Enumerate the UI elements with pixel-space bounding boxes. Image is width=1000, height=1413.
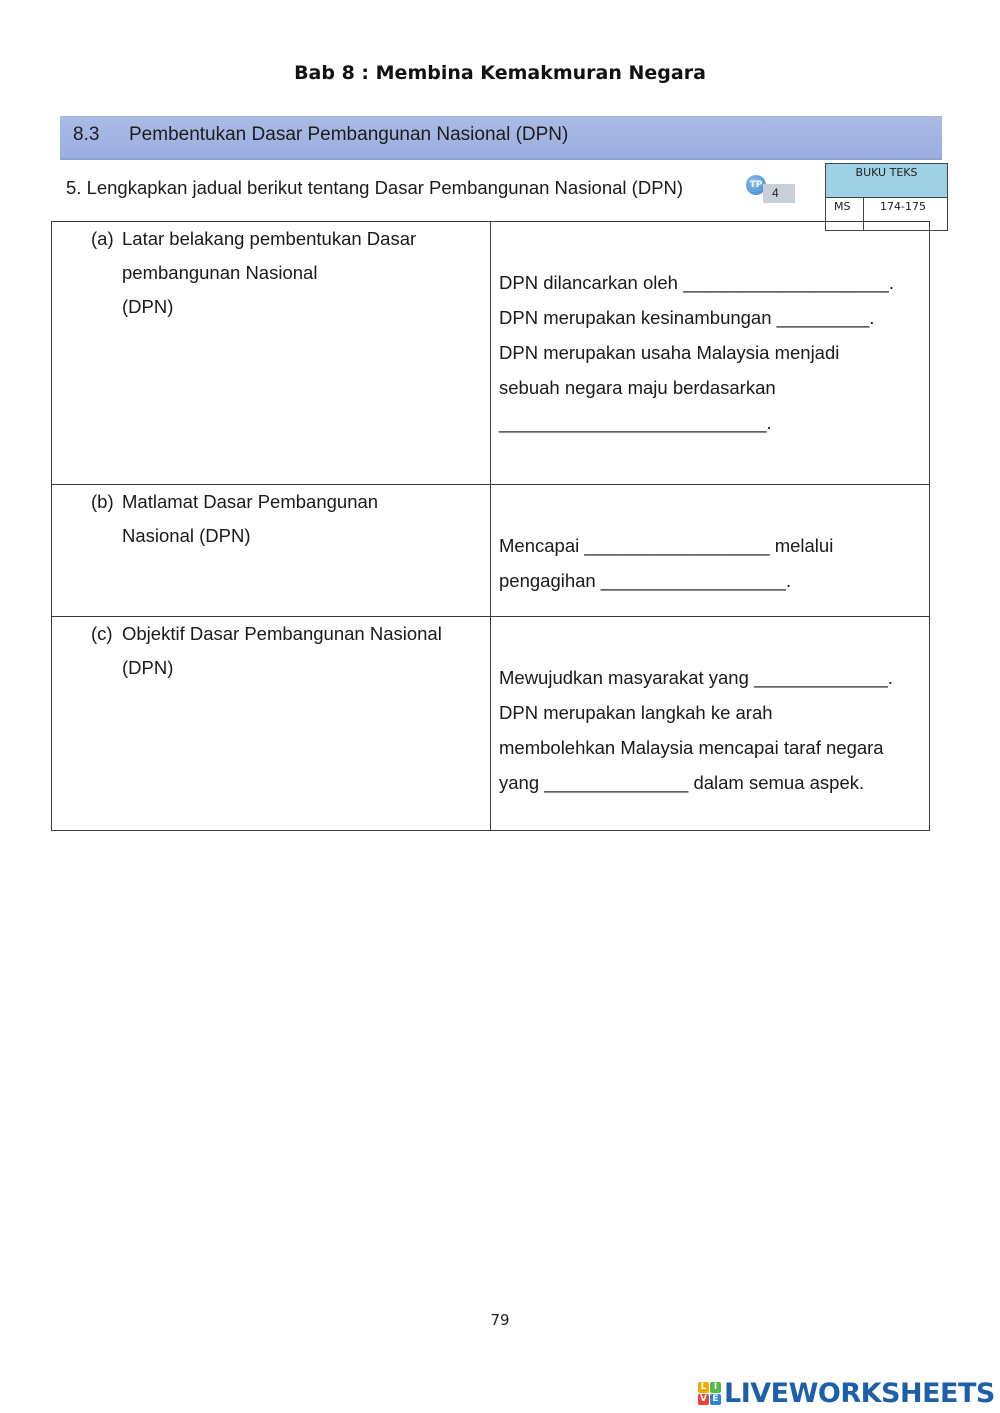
answer-line: membolehkan Malaysia mencapai taraf negara — [499, 737, 884, 758]
question-text: 5. Lengkapkan jadual berikut tentang Dasar Pembangunan Nasional (DPN) — [66, 177, 684, 198]
logo-letter: V — [698, 1394, 709, 1405]
section-number: 8.3 — [73, 124, 100, 145]
logo-letter: E — [710, 1394, 721, 1405]
answer-line: sebuah negara maju berdasarkan — [499, 377, 776, 398]
row-b-question-cell — [52, 485, 491, 617]
table-row — [52, 485, 930, 617]
answer-line: DPN merupakan kesinambungan _________. — [499, 307, 875, 328]
chapter-title: Bab 8 : Membina Kemakmuran Negara — [294, 62, 706, 84]
row-question-line: Matlamat Dasar Pembangunan — [122, 491, 379, 512]
answer-line: Mencapai __________________ melalui — [499, 535, 834, 556]
section-title: Pembentukan Dasar Pembangunan Nasional (DPN) — [129, 124, 569, 145]
row-c-question-cell — [52, 617, 491, 831]
page-number: 79 — [490, 1311, 510, 1329]
row-label: (b) — [91, 491, 114, 512]
row-c-answer-cell — [491, 617, 930, 831]
row-b-answer-cell — [491, 485, 930, 617]
answer-line: DPN merupakan langkah ke arah — [499, 702, 773, 723]
textbook-pages: 174-175 — [880, 200, 926, 213]
liveworksheets-logo-icon — [698, 1382, 721, 1405]
row-label: (c) — [91, 623, 113, 644]
row-question-line: (DPN) — [122, 296, 174, 317]
row-question-line: Objektif Dasar Pembangunan Nasional — [122, 623, 442, 644]
logo-letter: L — [698, 1382, 709, 1393]
answer-line: __________________________. — [499, 412, 772, 433]
liveworksheets-watermark[interactable] — [698, 1378, 995, 1408]
watermark-text: LIVEWORKSHEETS — [724, 1377, 995, 1409]
tp-level-badge: 4 — [763, 184, 795, 203]
answer-line: pengagihan __________________. — [499, 570, 792, 591]
answer-line: Mewujudkan masyarakat yang _____________. — [499, 667, 893, 688]
row-question-line: (DPN) — [122, 657, 174, 678]
row-a-answer-cell — [491, 222, 930, 485]
textbook-header: BUKU TEKS — [826, 164, 947, 198]
table-row — [52, 222, 930, 485]
answer-line: DPN merupakan usaha Malaysia menjadi — [499, 342, 840, 363]
section-header — [60, 116, 942, 160]
dpn-table — [51, 221, 930, 831]
textbook-ms-label: MS — [826, 198, 864, 231]
table-row — [52, 617, 930, 831]
row-a-question-cell — [52, 222, 491, 485]
answer-line: DPN dilancarkan oleh ____________________. — [499, 272, 894, 293]
row-question-line: pembangunan Nasional — [122, 262, 318, 283]
answer-line: yang ______________ dalam semua aspek. — [499, 772, 865, 793]
row-question-line: Latar belakang pembentukan Dasar — [122, 228, 417, 249]
row-label: (a) — [91, 228, 114, 249]
tp-level-icon: TP — [746, 175, 766, 195]
row-question-line: Nasional (DPN) — [122, 525, 251, 546]
logo-letter: I — [710, 1382, 721, 1393]
